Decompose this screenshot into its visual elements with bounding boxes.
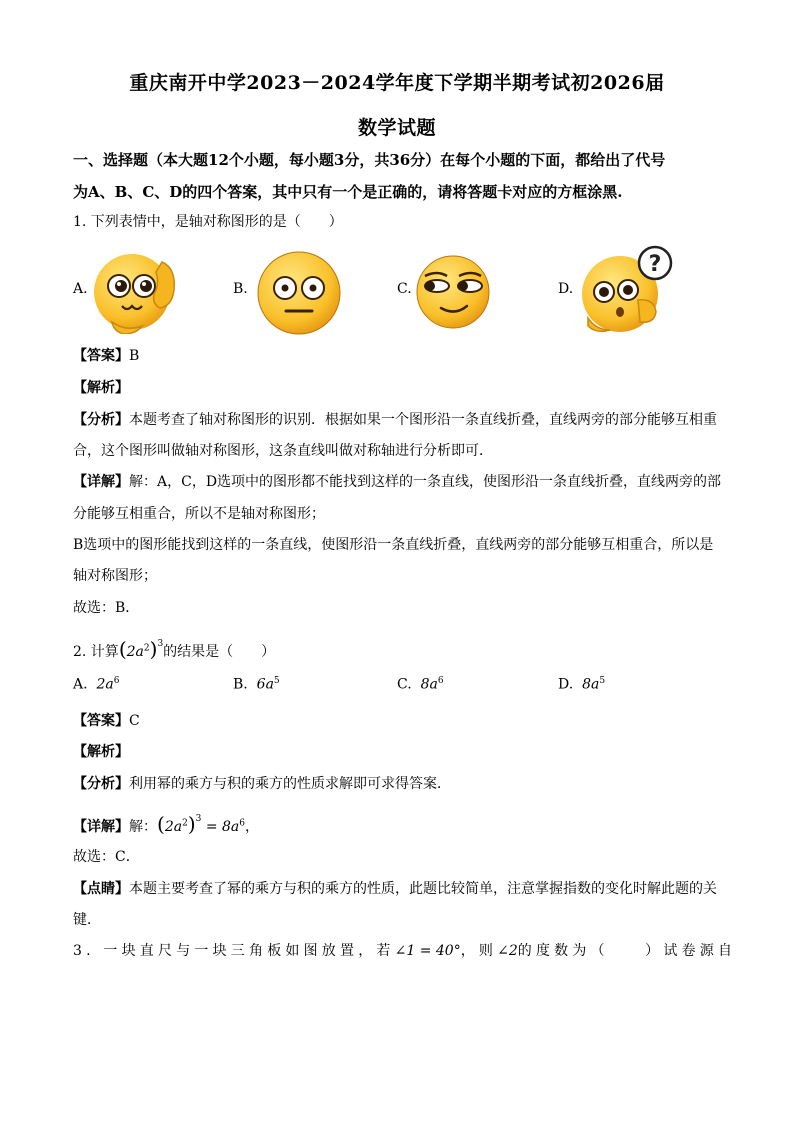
thinking-face-with-hand-icon xyxy=(92,248,182,334)
neutral-face-icon xyxy=(256,250,342,336)
q2-stem: 2. 计算$(2a^2)^3$的结果是（ ） xyxy=(73,637,276,661)
q2-option-a-value: 2a xyxy=(96,676,114,693)
section-instruction-line-1: 一、选择题（本大题12个小题，每小题3分，共36分）在每个小题的下面，都给出了代号 xyxy=(73,151,666,169)
q1-option-c-label: C. xyxy=(397,281,412,297)
q2-option-a-exp: 6 xyxy=(113,676,120,686)
q2-xiangjie-result-exp: 6 xyxy=(239,818,245,829)
q2-option-b-value: 6a xyxy=(256,676,274,693)
q2-answer: C xyxy=(129,713,140,729)
q2-option-a-label: A. xyxy=(73,676,88,693)
q3-stem-suffix: 的度数为（ ）试卷源自 xyxy=(517,943,737,959)
q2-dianjing-tag: 【点睛】 xyxy=(73,881,129,897)
page-subtitle: 数学试题 xyxy=(357,117,436,139)
q2-xiangjie: 【详解】解：$(2a^2)^3 = 8a^6$， xyxy=(73,812,259,836)
q2-option-c-exp: 6 xyxy=(437,676,444,686)
q2-option-a xyxy=(73,676,119,693)
q1-option-b-label: B. xyxy=(233,281,248,297)
q2-option-d-label: D. xyxy=(558,676,574,693)
q2-stem-base: 2a xyxy=(126,644,144,660)
q2-answer-tag: 【答案】 xyxy=(73,713,129,729)
q2-xiangjie-result: = 8a xyxy=(205,819,240,835)
q2-option-b-label: B. xyxy=(233,676,248,693)
section-instruction-line-2: 为A、B、C、D的四个答案，其中只有一个是正确的，请将答题卡对应的方框涂黑. xyxy=(73,183,623,201)
page-title: 重庆南开中学2023－2024学年度下学期半期考试初2026届 xyxy=(129,72,665,94)
q3-stem xyxy=(73,941,737,961)
q1-fenxi-tag: 【分析】 xyxy=(73,412,129,428)
q2-analysis-tag: 【解析】 xyxy=(73,744,129,760)
q2-xiangjie-suffix: ， xyxy=(244,819,259,835)
q1-xiangjie-line-3: B选项中的图形能找到这样的一条直线，使图形沿一条直线折叠，直线两旁的部分能够互相重合，所以是 xyxy=(73,537,714,553)
q2-option-c-label: C. xyxy=(397,676,412,693)
q2-option-d-exp: 5 xyxy=(599,676,606,686)
svg-text:?: ? xyxy=(648,252,662,277)
q1-option-a-label: A. xyxy=(73,281,88,297)
q1-xiangjie-tag: 【详解】 xyxy=(73,474,129,490)
q3-stem-prefix: 3. 一块直尺与一块三角板如图放置，若 xyxy=(73,943,395,959)
q2-xiangjie-tag: 【详解】 xyxy=(73,819,129,835)
q1-conclusion: 故选：B． xyxy=(73,600,140,616)
q2-xiangjie-base: 2a xyxy=(164,819,183,835)
q2-option-b-exp: 5 xyxy=(273,676,280,686)
q1-xiangjie-line-4: 轴对称图形； xyxy=(73,568,157,584)
q2-conclusion: 故选：C． xyxy=(73,849,140,865)
q2-option-d xyxy=(558,676,605,693)
q1-stem: 1. 下列表情中，是轴对称图形的是（ ） xyxy=(73,214,343,230)
q1-fenxi-line-2: 合，这个图形叫做轴对称图形，这条直线叫做对称轴进行分析即可． xyxy=(73,443,493,459)
q1-fenxi-line-1: 本题考查了轴对称图形的识别．根据如果一个图形沿一条直线折叠，直线两旁的部分能够互相重 xyxy=(129,412,717,428)
q1-analysis-tag: 【解析】 xyxy=(73,380,129,396)
q3-angle-1: ∠1 = 40° xyxy=(394,943,461,959)
side-eye-face-icon xyxy=(415,254,491,330)
q2-dianjing-line-2: 键． xyxy=(73,912,101,928)
q2-xiangjie-prefix: 解： xyxy=(129,819,157,835)
q2-dianjing-line-1: 本题主要考查了幂的乘方与积的乘方的性质，此题比较简单，注意掌握指数的变化时解此题的关 xyxy=(129,881,717,897)
q2-option-b xyxy=(233,676,280,693)
q1-option-d-label: D. xyxy=(558,281,574,297)
q2-stem-inner-exp: 2 xyxy=(143,643,150,654)
q2-stem-suffix: 的结果是（ ） xyxy=(163,644,276,660)
q2-fenxi-tag: 【分析】 xyxy=(73,776,129,792)
q1-xiangjie-line-1: 解：A，C，D选项中的图形都不能找到这样的一条直线，使图形沿一条直线折叠，直线两旁的部 xyxy=(129,474,722,490)
q2-stem-prefix: 2. 计算 xyxy=(73,644,119,660)
q2-fenxi: 利用幂的乘方与积的乘方的性质求解即可求得答案． xyxy=(129,776,451,792)
q3-angle-2: ∠2 xyxy=(497,943,518,959)
q3-stem-mid: ，则 xyxy=(460,943,498,959)
q2-xiangjie-inner-exp: 2 xyxy=(182,818,188,829)
q1-answer: B xyxy=(129,348,140,364)
q2-option-d-value: 8a xyxy=(582,676,600,693)
confused-face-with-question-icon xyxy=(580,244,674,336)
q1-answer-tag: 【答案】 xyxy=(73,348,129,364)
q2-xiangjie-outer-exp: 3 xyxy=(195,814,202,824)
q2-option-c xyxy=(397,676,444,693)
q2-stem-outer-exp: 3 xyxy=(157,639,164,649)
q2-option-c-value: 8a xyxy=(420,676,438,693)
q1-xiangjie-line-2: 分能够互相重合，所以不是轴对称图形； xyxy=(73,506,325,522)
